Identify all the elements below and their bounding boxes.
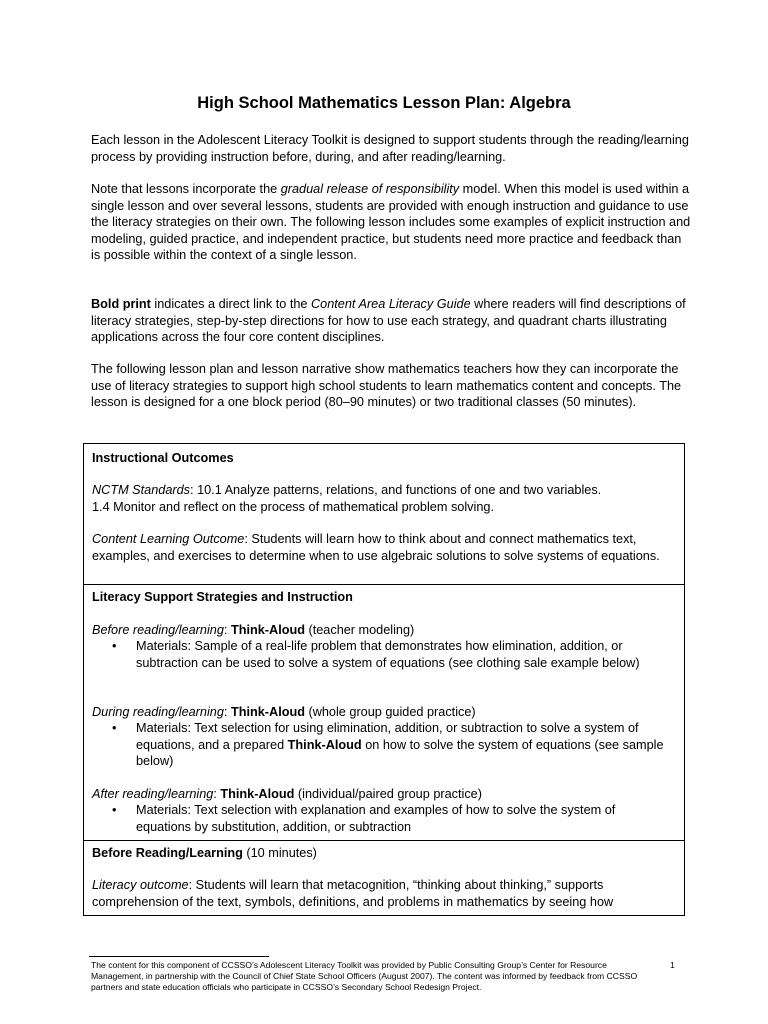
p3-text-b: where readers will find descriptions of literacy strategies, step-by-step directions for how to use each strategy, and quadrant charts illustrating applications across the four core content disciplines. xyxy=(91,297,686,344)
intro-paragraph-4: The following lesson plan and lesson narrative show mathematics teachers how they can incorporate the use of literacy strategies to support high school students to learn mathematics content and concepts. The lesson is designed for a one block period (80–90 minutes) or two traditional classes (50 minutes). xyxy=(91,362,682,409)
after-bullet-text: Materials: Text selection with explanation and examples of how to solve the system of equations by substitution, addition, or subtraction xyxy=(136,803,616,834)
literacy-heading xyxy=(92,589,677,606)
before-label: Before reading/learning xyxy=(92,623,224,637)
during-reading-line xyxy=(92,704,677,721)
during-bullet-bold: Think-Aloud xyxy=(287,737,362,752)
during-note: (whole group guided practice) xyxy=(304,705,476,719)
footnote: The content for this component of CCSSO’s Adolescent Literacy Toolkit was provided by Public Consulting Group’s Center for Resource Management, in partnership with the Council of Chief State School Officers (August 2007). The content was informed by feedback from CCSSO partners and state education officials who participate in CCSSO’s Secondary School Redesign Project. xyxy=(91,960,638,992)
literacy-outcome-label: Literacy outcome xyxy=(92,878,189,892)
after-note: (individual/paired group practice) xyxy=(294,787,482,801)
during-strategy: Think-Aloud xyxy=(230,705,305,719)
after-reading-line xyxy=(92,786,677,803)
before-note: (teacher modeling) xyxy=(304,623,415,637)
p3-text-a: indicates a direct link to the xyxy=(150,297,311,311)
footnote-rule xyxy=(89,956,269,957)
page-number: 1 xyxy=(670,960,675,970)
p3-bold: Bold print xyxy=(91,297,151,311)
before-sep: : xyxy=(223,623,231,637)
bullet-icon: • xyxy=(112,639,117,653)
intro-paragraph-2 xyxy=(91,181,691,264)
nctm-text: : 10.1 Analyze patterns, relations, and functions of one and two variables. xyxy=(190,483,602,497)
p2-text-b: model. When this model is used within a single lesson and over several lessons, students are provided with enough instruction and guidance to use the literacy strategies on their own. The following lesson includes some examples of explicit instruction and modeling, guided practice, and independent practice, but students need more practice and feedback than is possible within the context of a single lesson. xyxy=(91,182,691,262)
clo-label: Content Learning Outcome xyxy=(92,532,245,546)
clo-text: : Students will learn how to think about and connect mathematics text, examples, and exercises to determine when to use algebraic solutions to solve systems of equations. xyxy=(92,532,660,563)
before-reading-line xyxy=(92,622,677,639)
before-bullet-text: Materials: Sample of a real-life problem that demonstrates how elimination, addition, or subtraction can be used to solve a system of equations (see clothing sale example below) xyxy=(136,639,640,670)
p2-emphasis: gradual release of responsibility xyxy=(280,182,460,196)
nctm-line-2: 1.4 Monitor and reflect on the process of mathematical problem solving. xyxy=(92,499,494,514)
literacy-heading-text: Literacy Support Strategies and Instruction xyxy=(92,590,353,604)
nctm-standards xyxy=(92,482,677,515)
bullet-icon: • xyxy=(112,803,117,817)
intro-paragraph-3 xyxy=(91,296,691,346)
before-section-heading xyxy=(92,845,677,862)
after-label: After reading/learning xyxy=(92,787,214,801)
before-section-heading-text: Before Reading/Learning xyxy=(92,846,243,860)
instructional-outcomes-cell xyxy=(84,444,684,585)
p2-text-a: Note that lessons incorporate the xyxy=(91,182,281,196)
lesson-plan-table xyxy=(83,443,685,916)
p3-emphasis: Content Area Literacy Guide xyxy=(311,297,471,311)
during-label: During reading/learning xyxy=(92,705,224,719)
page-title: High School Mathematics Lesson Plan: Algebra xyxy=(197,94,571,112)
literacy-outcome-text: : Students will learn that metacognition, “thinking about thinking,” supports comprehension of the text, symbols, definitions, and problems in mathematics by seeing how xyxy=(92,878,614,909)
after-sep: : xyxy=(213,787,221,801)
outcomes-heading-text: Instructional Outcomes xyxy=(92,451,234,465)
during-sep: : xyxy=(223,705,231,719)
before-section-duration: (10 minutes) xyxy=(242,846,317,860)
before-reading-cell xyxy=(84,841,684,915)
bullet-icon: • xyxy=(112,721,117,735)
during-bullet-b: on how to solve the system of equations (see sample below) xyxy=(136,737,664,768)
nctm-label: NCTM Standards xyxy=(92,483,191,497)
content-learning-outcome xyxy=(92,531,677,564)
after-strategy: Think-Aloud xyxy=(220,787,295,801)
literacy-outcome xyxy=(92,877,677,910)
outcomes-heading xyxy=(92,450,677,467)
literacy-support-cell xyxy=(84,585,684,841)
intro-paragraph-1: Each lesson in the Adolescent Literacy Toolkit is designed to support students through the reading/learning process by providing instruction before, during, and after reading/learning. xyxy=(91,133,689,164)
before-strategy: Think-Aloud xyxy=(230,623,305,637)
during-bullet-a: Materials: Text selection for using elimination, addition, or subtraction to solve a system of equations, and a prepared xyxy=(136,721,639,752)
during-bullet-text xyxy=(136,720,672,770)
